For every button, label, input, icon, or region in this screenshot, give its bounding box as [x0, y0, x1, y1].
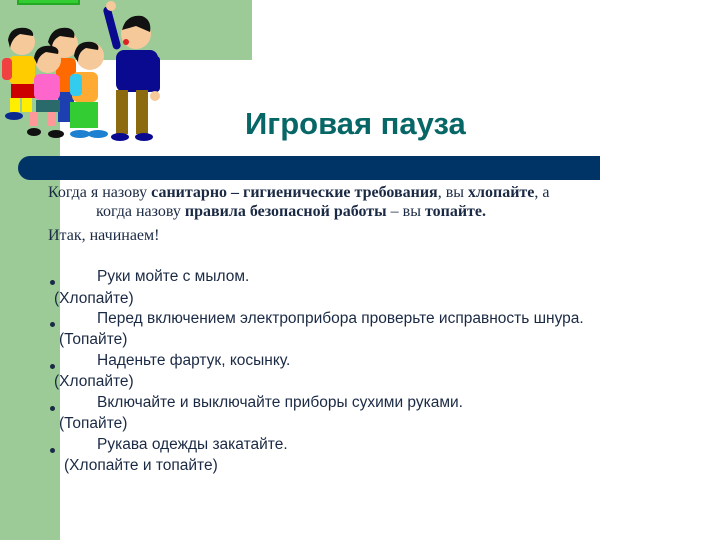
intro-bold-clap: хлопайте [468, 184, 535, 201]
start-text: Итак, начинаем! [48, 227, 160, 244]
intro-text: – вы [386, 203, 425, 220]
bullet-icon [50, 280, 55, 285]
intro-text: когда назову [96, 203, 185, 220]
intro-bold-safety: правила безопасной работы [184, 203, 387, 220]
intro-text: Когда я назову [48, 184, 152, 201]
children-clipart-icon [0, 0, 170, 145]
intro-text: , вы [437, 184, 469, 201]
intro-line-2 [48, 202, 688, 221]
bullet-icon [50, 406, 55, 411]
bullet-icon [50, 448, 55, 453]
item-action: (Хлопайте) [54, 373, 134, 390]
intro-text: , а [534, 184, 550, 201]
item-action: (Хлопайте и топайте) [64, 457, 218, 474]
item-text: Руки мойте с мылом. [97, 268, 250, 285]
intro-bold-stomp: топайте. [424, 203, 486, 220]
slide-title: Игровая пауза [245, 106, 466, 141]
item-action: (Хлопайте) [54, 290, 134, 307]
item-action: (Топайте) [59, 415, 128, 432]
bullet-icon [50, 364, 55, 369]
item-text: Включайте и выключайте приборы сухими руками. [97, 394, 463, 411]
decorative-bar [18, 156, 600, 180]
item-text: Перед включением электроприбора проверьте исправность шнура. [97, 310, 584, 327]
intro-paragraph [48, 183, 688, 221]
intro-bold-sanitary: санитарно – гигиенические требования [151, 184, 438, 201]
item-text: Наденьте фартук, косынку. [97, 352, 291, 369]
item-text: Рукава одежды закатайте. [97, 436, 288, 453]
item-action: (Топайте) [59, 331, 128, 348]
bullet-icon [50, 322, 55, 327]
